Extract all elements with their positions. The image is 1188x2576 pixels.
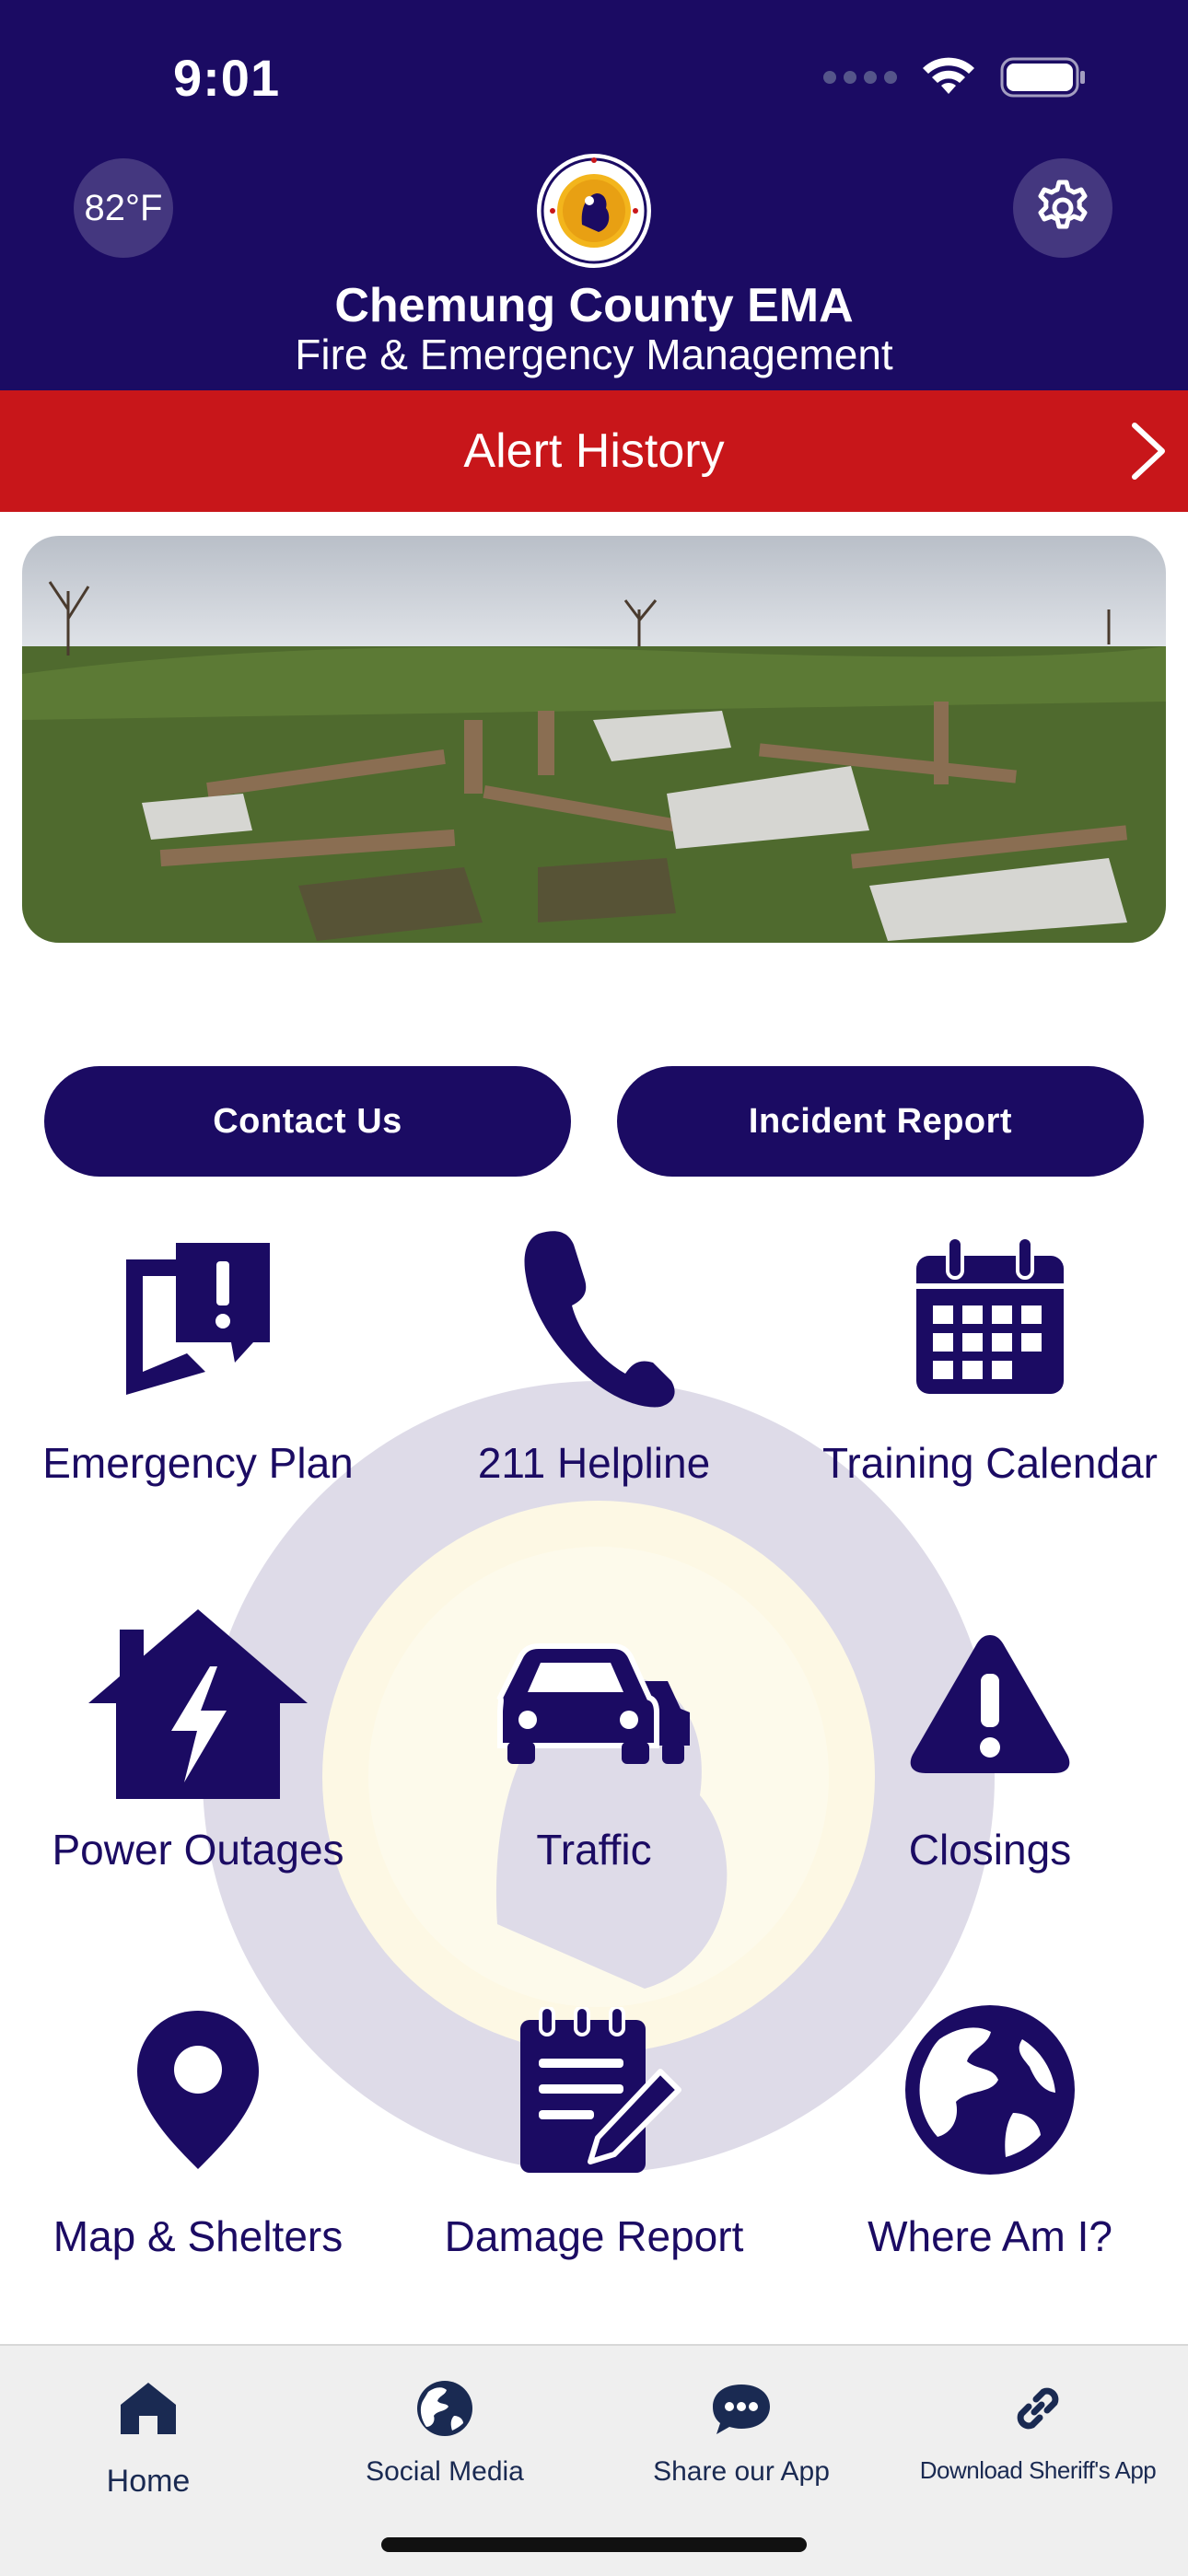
incident-report-button[interactable]: Incident Report [617, 1066, 1144, 1177]
map-pin-icon [134, 2007, 262, 2173]
battery-icon [1000, 57, 1087, 98]
app-header [0, 0, 1188, 390]
grid-item-map-shelters[interactable] [0, 1989, 396, 2338]
temperature-badge[interactable]: 82°F [74, 158, 173, 258]
contact-us-button[interactable]: Contact Us [44, 1066, 571, 1177]
clipboard-icon [502, 2007, 686, 2173]
warning-icon [907, 1630, 1073, 1777]
grid-item-label: Emergency Plan [42, 1439, 354, 1487]
grid-item-label: Where Am I? [868, 2212, 1112, 2260]
settings-button[interactable] [1013, 158, 1112, 258]
home-indicator [381, 2537, 807, 2552]
alert-history-bar[interactable] [0, 390, 1188, 512]
grid-item-closings[interactable] [792, 1602, 1188, 1952]
chat-icon [711, 2381, 772, 2436]
tab-social-media[interactable] [297, 2346, 593, 2512]
home-icon [119, 2381, 178, 2436]
cellular-signal-icon [823, 71, 897, 84]
status-icons [823, 57, 1087, 98]
tab-label: Share our App [653, 2456, 830, 2487]
grid-item-damage-report[interactable] [396, 1989, 792, 2338]
tab-home[interactable] [0, 2346, 297, 2512]
hero-tornado-damage-image [22, 536, 1166, 943]
globe-icon [903, 2002, 1077, 2177]
grid-item-211-helpline[interactable] [396, 1215, 792, 1565]
phone-icon [511, 1224, 677, 1409]
grid-item-label: Power Outages [52, 1826, 344, 1874]
grid-item-label: Damage Report [444, 2212, 744, 2260]
calendar-icon [907, 1234, 1073, 1399]
power-outage-icon [83, 1602, 313, 1804]
grid-item-label: 211 Helpline [477, 1439, 711, 1487]
link-icon [1008, 2379, 1067, 2438]
tab-label: Social Media [366, 2456, 524, 2487]
tab-label: Download Sheriff's App [919, 2456, 1157, 2484]
app-title: Chemung County EMA [334, 279, 854, 332]
grid-item-label: Traffic [536, 1826, 652, 1874]
status-time: 9:01 [173, 49, 281, 107]
county-seal-logo [534, 151, 654, 271]
alert-history-label: Alert History [463, 424, 725, 478]
wifi-icon [921, 57, 976, 98]
grid-item-label: Map & Shelters [52, 2212, 344, 2260]
app-subtitle: Fire & Emergency Management [295, 331, 893, 378]
grid-item-traffic[interactable] [396, 1602, 792, 1952]
emergency-plan-icon [115, 1234, 281, 1399]
chevron-right-icon [1125, 422, 1171, 481]
grid-item-where-am-i[interactable] [792, 1989, 1188, 2338]
gear-icon [1033, 179, 1092, 238]
grid-item-training-calendar[interactable] [792, 1215, 1188, 1565]
grid-item-label: Closings [908, 1826, 1072, 1874]
tab-label: Home [106, 2464, 191, 2499]
tab-share-our-app[interactable] [593, 2346, 890, 2512]
cars-icon [493, 1639, 695, 1768]
grid-item-emergency-plan[interactable] [0, 1215, 396, 1565]
grid-item-label: Training Calendar [822, 1439, 1158, 1487]
grid-item-power-outages[interactable] [0, 1602, 396, 1952]
globe-icon [415, 2379, 474, 2438]
tab-download-sheriffs-app[interactable] [890, 2346, 1186, 2512]
